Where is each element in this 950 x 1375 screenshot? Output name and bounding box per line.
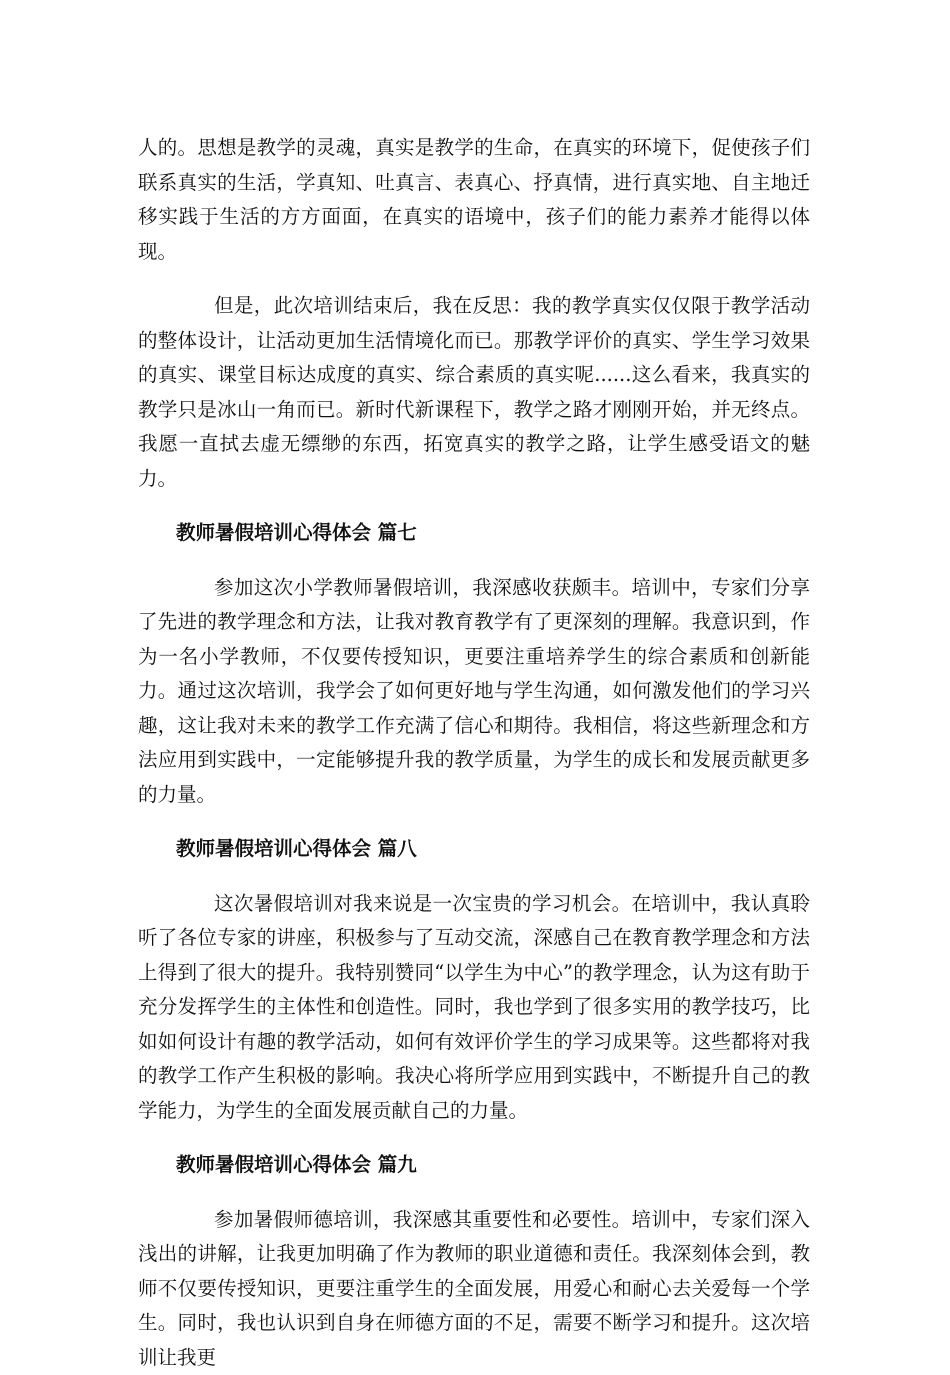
section-heading-9: 教师暑假培训心得体会 篇九 <box>138 1148 810 1183</box>
paragraph-continued: 人的。思想是教学的灵魂，真实是教学的生命，在真实的环境下，促使孩子们联系真实的生活，学真知、吐真言、表真心、抒真情，进行真实地、自主地迁移实践于生活的方方面面，在真实的语境中，孩子们的能力素养才能得以体现。 <box>138 131 810 269</box>
paragraph-section-7: 参加这次小学教师暑假培训，我深感收获颇丰。培训中，专家们分享了先进的教学理念和方法，让我对教育教学有了更深刻的理解。我意识到，作为一名小学教师，不仅要传授知识，更要注重培养学生的综合素质和创新能力。通过这次培训，我学会了如何更好地与学生沟通，如何激发他们的学习兴趣，这让我对未来的教学工作充满了信心和期待。我相信，将这些新理念和方法应用到实践中，一定能够提升我的教学质量，为学生的成长和发展贡献更多的力量。 <box>138 571 810 813</box>
paragraph-reflection: 但是，此次培训结束后，我在反思：我的教学真实仅仅限于教学活动的整体设计，让活动更加生活情境化而已。那教学评价的真实、学生学习效果的真实、课堂目标达成度的真实、综合素质的真实呢......这么看来，我真实的教学只是冰山一角而已。新时代新课程下，教学之路才刚刚开始，并无终点。我愿一直拭去虚无缥缈的东西，拓宽真实的教学之路，让学生感受语文的魅力。 <box>138 289 810 496</box>
section-heading-8: 教师暑假培训心得体会 篇八 <box>138 832 810 867</box>
section-heading-7: 教师暑假培训心得体会 篇七 <box>138 516 810 551</box>
paragraph-section-9: 参加暑假师德培训，我深感其重要性和必要性。培训中，专家们深入浅出的讲解，让我更加明确了作为教师的职业道德和责任。我深刻体会到，教师不仅要传授知识，更要注重学生的全面发展，用爱心和耐心去关爱每一个学生。同时，我也认识到自身在师德方面的不足，需要不断学习和提升。这次培训让我更 <box>138 1203 810 1375</box>
paragraph-section-8: 这次暑假培训对我来说是一次宝贵的学习机会。在培训中，我认真聆听了各位专家的讲座，积极参与了互动交流，深感自己在教育教学理念和方法上得到了很大的提升。我特别赞同“以学生为中心”的教学理念，认为这有助于充分发挥学生的主体性和创造性。同时，我也学到了很多实用的教学技巧，比如如何设计有趣的教学活动，如何有效评价学生的学习成果等。这些都将对我的教学工作产生积极的影响。我决心将所学应用到实践中，不断提升自己的教学能力，为学生的全面发展贡献自己的力量。 <box>138 887 810 1129</box>
document-body <box>138 131 810 1375</box>
